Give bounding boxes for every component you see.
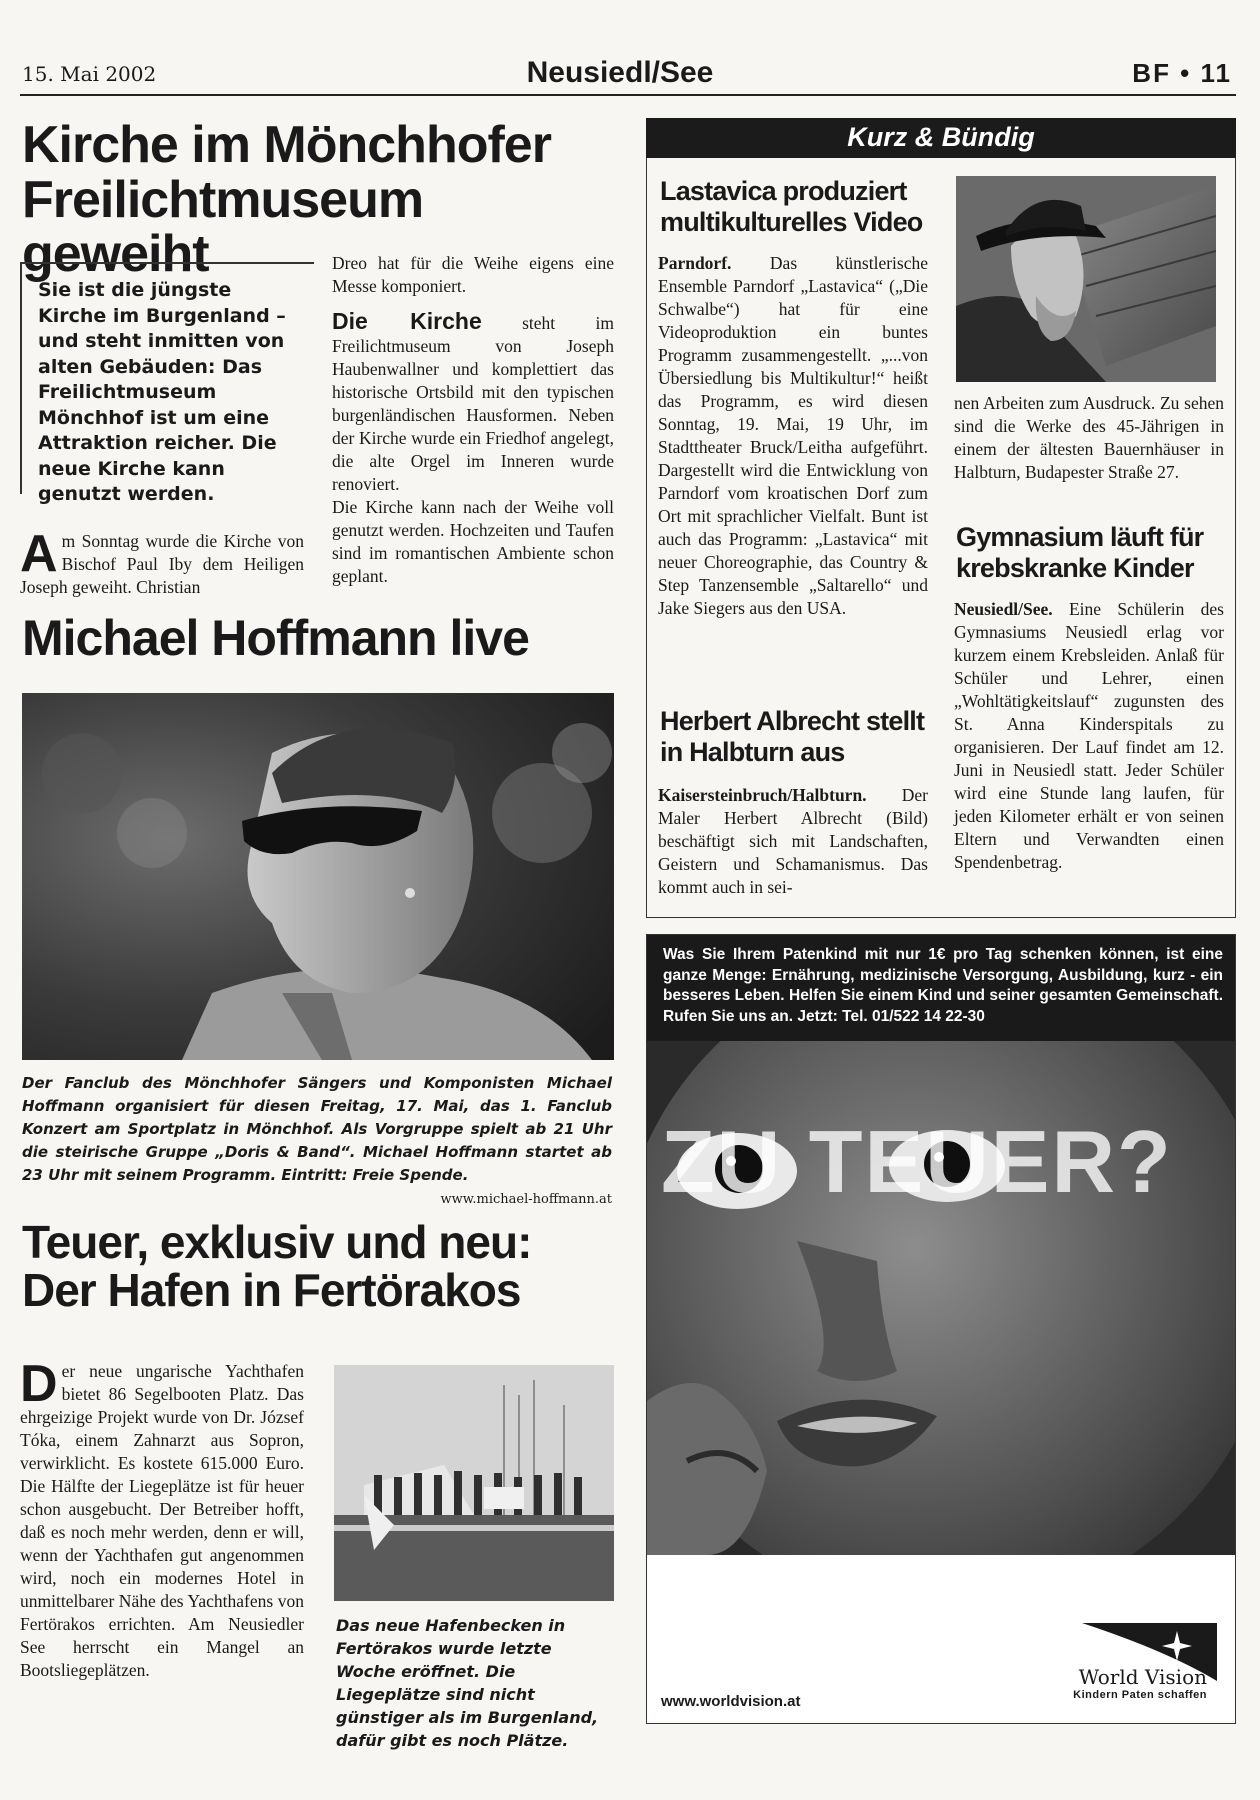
church-paragraph-3: steht im Freilichtmuseum von Joseph Haubenwallner und komplettiert das historische Ortsbild mit den typischen burgenländischen Hausformen. Neben der Kirche wurde ein Friedhof angelegt, die alte Orgel im Inneren wurde renoviert. (332, 313, 614, 494)
page-number: BF • 11 (1132, 58, 1232, 88)
worldvision-brand: World Vision (1078, 1665, 1207, 1689)
hoffmann-caption-text: Der Fanclub des Mönchhofer Sängers und Komponisten Michael Hoffmann organisiert für diesen Freitag, 17. Mai, das 1. Fanclub Konzert am Sportplatz in Mönchhof. Als Vorgruppe spielt ab 21 Uhr die steirische Gruppe „Doris & Band“. Michael Hoffmann startet ab 23 Uhr mit seinem Programm. Eintritt: Freie Spende. (22, 1074, 612, 1184)
church-paragraph-4: Die Kirche kann nach der Weihe voll genutzt werden. Hochzeiten und Taufen sind im romantischen Ambiente schon geplant. (332, 497, 614, 586)
harbour-headline-line1: Teuer, exklusiv und neu: (22, 1216, 532, 1268)
harbour-paragraph: er neue ungarische Yachthafen bietet 86 Segelbooten Platz. Das ehrgeizige Projekt wurde von Dr. József Tóka, einem Zahnarzt aus Sopron, verwirklicht. Es kostete 615.000 Euro. Die Hälfte der Liegeplätze ist für heuer schon ausgebucht. Der Betreiber hofft, daß es noch mehr werden, denn er will, wenn der Yachthafen gut angenommen wird, noch ein modernes Hotel in unmittelbarer Nähe des Yachthafens von Fertörakos errichten. Am Neusiedler See herrscht ein Mangel an Bootsliegeplätzen. (20, 1361, 304, 1680)
church-paragraph-1: m Sonntag wurde die Kirche von Bischof Paul Iby dem Heiligen Joseph geweiht. Christian (20, 531, 304, 597)
hoffmann-url[interactable]: www.michael-hoffmann.at (440, 1192, 612, 1207)
church-body-col1 (20, 525, 304, 599)
albrecht-headline-line1: Herbert Albrecht stellt (660, 706, 925, 736)
albrecht-body-col2: nen Arbeiten zum Ausdruck. Zu sehen sind die Werke des 45-Jährigen in einem der ältesten Bauernhäuser in Halbturn, Budapester Straße 27. (954, 393, 1224, 482)
header-rule (20, 94, 1236, 96)
issue-date: 15. Mai 2002 (22, 62, 157, 86)
albrecht-headline (660, 706, 950, 768)
albrecht-text-1: Der Maler Herbert Albrecht (Bild) beschäftigt sich mit Landschaften, Geistern und Schamanismus. Das kommt auch in sei- (658, 785, 928, 897)
gymnasium-headline (956, 522, 1236, 584)
church-paragraph-2: Dreo hat für die Weihe eigens eine Messe komponiert. (332, 253, 614, 296)
harbour-headline (22, 1218, 622, 1315)
hoffmann-photo-image (22, 693, 614, 1060)
lastavica-headline-line2: multikulturelles Video (660, 207, 923, 238)
albrecht-place: Kaisersteinbruch/Halbturn. (658, 785, 867, 805)
church-intro: Sie ist die jüngste Kirche im Burgenland – und steht inmitten von alten Gebäuden: Das Freilichtmuseum Mönchhof ist um eine Attraktion reicher. Die neue Kirche kann genutzt werden. (38, 279, 286, 505)
lastavica-place: Parndorf. (658, 253, 732, 273)
gymnasium-headline-line2: krebskranke Kinder (956, 553, 1194, 584)
ad-overlay-text: ZU TEUER? (661, 1112, 1173, 1211)
albrecht-photo-image (956, 176, 1216, 382)
church-subhead: Die Kirche (332, 308, 482, 334)
harbour-body (20, 1355, 304, 1682)
worldvision-tagline: Kindern Paten schaffen (1073, 1689, 1207, 1701)
albrecht-body-col1 (658, 784, 928, 899)
gymnasium-place: Neusiedl/See. (954, 599, 1053, 619)
church-body-col2 (332, 252, 614, 588)
harbour-headline-line2: Der Hafen in Fertörakos (22, 1264, 521, 1317)
church-headline-line1: Kirche im Mönchhofer (22, 116, 551, 174)
gymnasium-headline-line1: Gymnasium läuft für (956, 522, 1204, 552)
lastavica-text: Das künstlerische Ensemble Parndorf „Lastavica“ („Die Schwalbe“) hat für eine Videoproduktion ein buntes Programm zusammengestellt. „...von Übersiedlung bis Multikultur!“ heißt das Programm, es wird diesen Sonntag, 19. Mai, 19 Uhr, im Stadttheater Bruck/Leitha aufgeführt. Dargestellt wird die Entwicklung von Parndorf vom kroatischen Dorf zum Ort mit sprachlicher Vielfalt. Bunt ist auch das Programm: „Lastavica“ mit neuer Choreographie, das Country & Step Tanzensemble „Saltarello“ und Jake Siegers aus den USA. (658, 253, 928, 618)
harbour-dropcap: D (20, 1355, 58, 1413)
albrecht-headline-line2: in Halbturn aus (660, 737, 845, 768)
lastavica-headline-line1: Lastavica produziert (660, 176, 907, 206)
lastavica-headline (660, 176, 960, 238)
gymnasium-text: Eine Schülerin des Gymnasiums Neusiedl erlag vor kurzem einem Krebsleiden. Anlaß für Schüler und Lehrer, einen „Wohltätigkeitslauf“ zugunsten des St. Anna Kinderspitals zu organisieren. Der Lauf findet am 12. Juni in Neusiedl statt. Jeder Schüler wird eine Stunde lang laufen, für jeden Kilometer erhält er von seinen Eltern und Verwandten einen Spendenbetrag. (954, 599, 1224, 872)
harbour-photo-image (334, 1365, 614, 1601)
worldvision-ad[interactable] (646, 934, 1236, 1724)
hoffmann-headline: Michael Hoffmann live (22, 610, 529, 666)
hoffmann-caption (22, 1072, 612, 1211)
ad-url[interactable]: www.worldvision.at (661, 1693, 801, 1710)
ad-headline: Was Sie Ihrem Patenkind mit nur 1€ pro Tag schenken können, ist eine ganze Menge: Ernährung, medizinische Versorgung, Ausbildung, kurz - ein besseres Leben. Helfen Sie einem Kind und seiner gesamten Gemeinschaft. Rufen Sie uns an. Jetzt: Tel. 01/522 14 22-30 (663, 946, 1223, 1025)
worldvision-logo (1037, 1611, 1217, 1707)
kurz-buendig-title: Kurz & Bündig (847, 122, 1035, 152)
harbour-caption: Das neue Hafenbecken in Fertörakos wurde letzte Woche eröffnet. Die Liegeplätze sind nicht günstiger als im Burgenland, dafür gibt es noch Plätze. (336, 1616, 599, 1750)
section-title: Neusiedl/See (526, 56, 714, 89)
albrecht-photo (956, 176, 1216, 382)
hoffmann-photo (22, 693, 614, 1060)
harbour-photo (334, 1365, 614, 1601)
lastavica-body (658, 252, 928, 620)
church-dropcap: A (20, 525, 58, 583)
church-headline-line2: Freilichtmuseum geweiht (22, 170, 424, 284)
gymnasium-body (954, 598, 1224, 874)
